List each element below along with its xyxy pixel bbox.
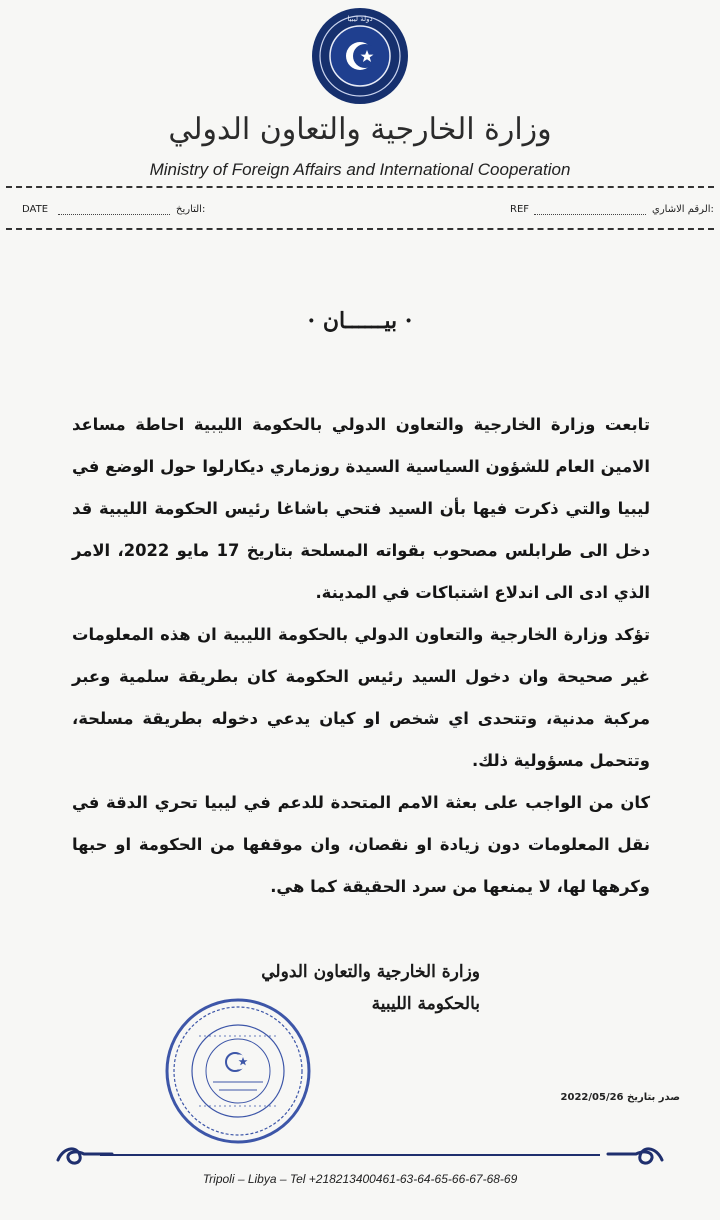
statement-body (72, 404, 650, 908)
ref-blank-line (534, 204, 646, 215)
paragraph-1: تابعت وزارة الخارجية والتعاون الدولي بالحكومة الليبية احاطة مساعد الامين العام للشؤون السياسية السيدة روزماري ديكارلوا حول الوضع في ليبيا والتي ذكرت فيها بأن السيد فتحي باشاغا رئيس الحكومة الليبية قد دخل الى طرابلس مصحوب بقواته المسلحة بتاريخ 17 مايو 2022، الامر الذي ادى الى اندلاع اشتباكات في المدينة. (72, 415, 650, 602)
date-label-ar: التاريخ: (176, 204, 206, 215)
header-divider-top (6, 186, 714, 188)
ministry-name-arabic: وزارة الخارجية والتعاون الدولي (168, 112, 552, 147)
ref-label-ar: الرقم الاشاري: (652, 204, 714, 215)
reference-date-row (0, 200, 720, 222)
ref-label-en: REF (510, 204, 530, 215)
paragraph-2: تؤكد وزارة الخارجية والتعاون الدولي بالحكومة الليبية ان هذه المعلومات غير صحيحة وان دخول السيد رئيس الحكومة كان بطريقة سلمية وعبر مركبة مدنية، وتتحدى اي شخص او كيان يدعي دخوله بطريقة مسلحة، وتتحمل مسؤولية ذلك. (72, 625, 650, 770)
ministry-seal-logo (310, 6, 410, 106)
document-title: · بيــــــان · (307, 308, 413, 334)
official-stamp-icon (163, 996, 313, 1146)
issue-date: صدر بتاريخ 2022/05/26 (560, 1092, 680, 1103)
header-divider-bottom (6, 228, 714, 230)
signature-line-2: بالحكومة الليبية (371, 994, 480, 1014)
ministry-name-english: Ministry of Foreign Affairs and International Cooperation (149, 160, 571, 179)
footer-flourish-right-icon (606, 1140, 666, 1170)
date-label-en: DATE (22, 204, 49, 215)
paragraph-3: كان من الواجب على بعثة الامم المتحدة للدعم في ليبيا تحري الدقة في نقل المعلومات دون زيادة او نقصان، وان موقفها من الحكومة او حبها وكرهها لها، لا يمنعها من سرد الحقيقة كما هي. (72, 793, 650, 896)
date-blank-line (58, 204, 170, 215)
signature-line-1: وزارة الخارجية والتعاون الدولي (261, 962, 480, 982)
footer-ornament (70, 1152, 630, 1158)
footer-flourish-left-icon (54, 1140, 114, 1170)
footer-address: Tripoli – Libya – Tel +218213400461-63-64-65-66-67-68-69 (202, 1172, 518, 1186)
seal-text: دولة ليبيا (347, 15, 373, 23)
